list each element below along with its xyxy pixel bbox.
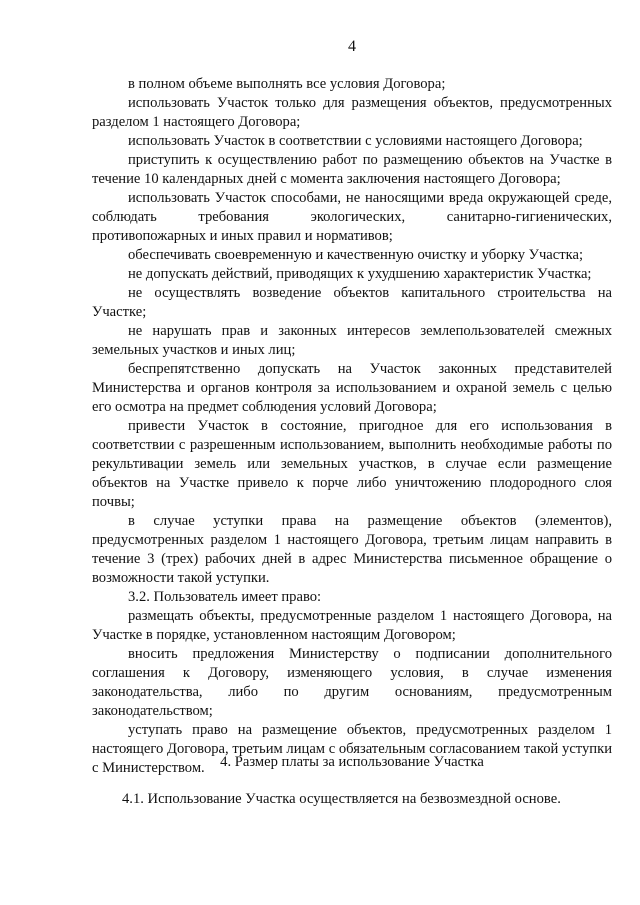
- paragraph: в случае уступки права на размещение объектов (элементов), предусмотренных разделом 1 настоящего Договора, третьим лицам направить в течение 3 (трех) рабочих дней в адрес Министерства письменное обращение о возможности такой уступки.: [92, 513, 612, 586]
- paragraph: не осуществлять возведение объектов капитального строительства на Участке;: [92, 285, 612, 320]
- section-heading: 4. Размер платы за использование Участка: [220, 754, 484, 770]
- paragraph: приступить к осуществлению работ по размещению объектов на Участке в течение 10 календарных дней с момента заключения настоящего Договора;: [92, 152, 612, 187]
- paragraph: не нарушать прав и законных интересов землепользователей смежных земельных участков и иных лиц;: [92, 323, 612, 358]
- paragraph: привести Участок в состояние, пригодное для его использования в соответствии с разрешенным использованием, выполнить необходимые работы по рекультивации земель или земельных участков, в случае если размещение объектов на Участке привело к порче либо уничтожению плодородного слоя почвы;: [92, 418, 612, 510]
- paragraph: использовать Участок способами, не наносящими вреда окружающей среде, соблюдать требования экологических, санитарно-гигиенических, противопожарных и иных правил и нормативов;: [92, 190, 612, 244]
- paragraph: беспрепятственно допускать на Участок законных представителей Министерства и органов контроля за использованием и охраной земель с целью его осмотра на предмет соблюдения условий Договора;: [92, 361, 612, 415]
- paragraph: использовать Участок в соответствии с условиями настоящего Договора;: [128, 133, 583, 149]
- section-paragraph: 4.1. Использование Участка осуществляется на безвозмездной основе.: [122, 791, 561, 807]
- paragraph: уступать право на размещение объектов, предусмотренных разделом 1 настоящего Договора, третьим лицам с обязательным согласованием такой уступки с Министерством.: [92, 722, 612, 776]
- paragraph: вносить предложения Министерству о подписании дополнительного соглашения к Договору, изменяющего условия, в случае изменения законодательства, либо по другим основаниям, предусмотренным законодательством;: [92, 646, 612, 719]
- paragraph: использовать Участок только для размещения объектов, предусмотренных разделом 1 настоящего Договора;: [92, 95, 612, 130]
- paragraph: в полном объеме выполнять все условия Договора;: [128, 76, 446, 92]
- document-body: [92, 75, 612, 778]
- paragraph: обеспечивать своевременную и качественную очистку и уборку Участка;: [128, 247, 584, 263]
- paragraph: не допускать действий, приводящих к ухудшению характеристик Участка;: [128, 266, 592, 282]
- page-number: 4: [348, 38, 356, 55]
- paragraph: размещать объекты, предусмотренные разделом 1 настоящего Договора, на Участке в порядке, установленном настоящим Договором;: [92, 608, 612, 643]
- clause-heading: 3.2. Пользователь имеет право:: [128, 589, 322, 605]
